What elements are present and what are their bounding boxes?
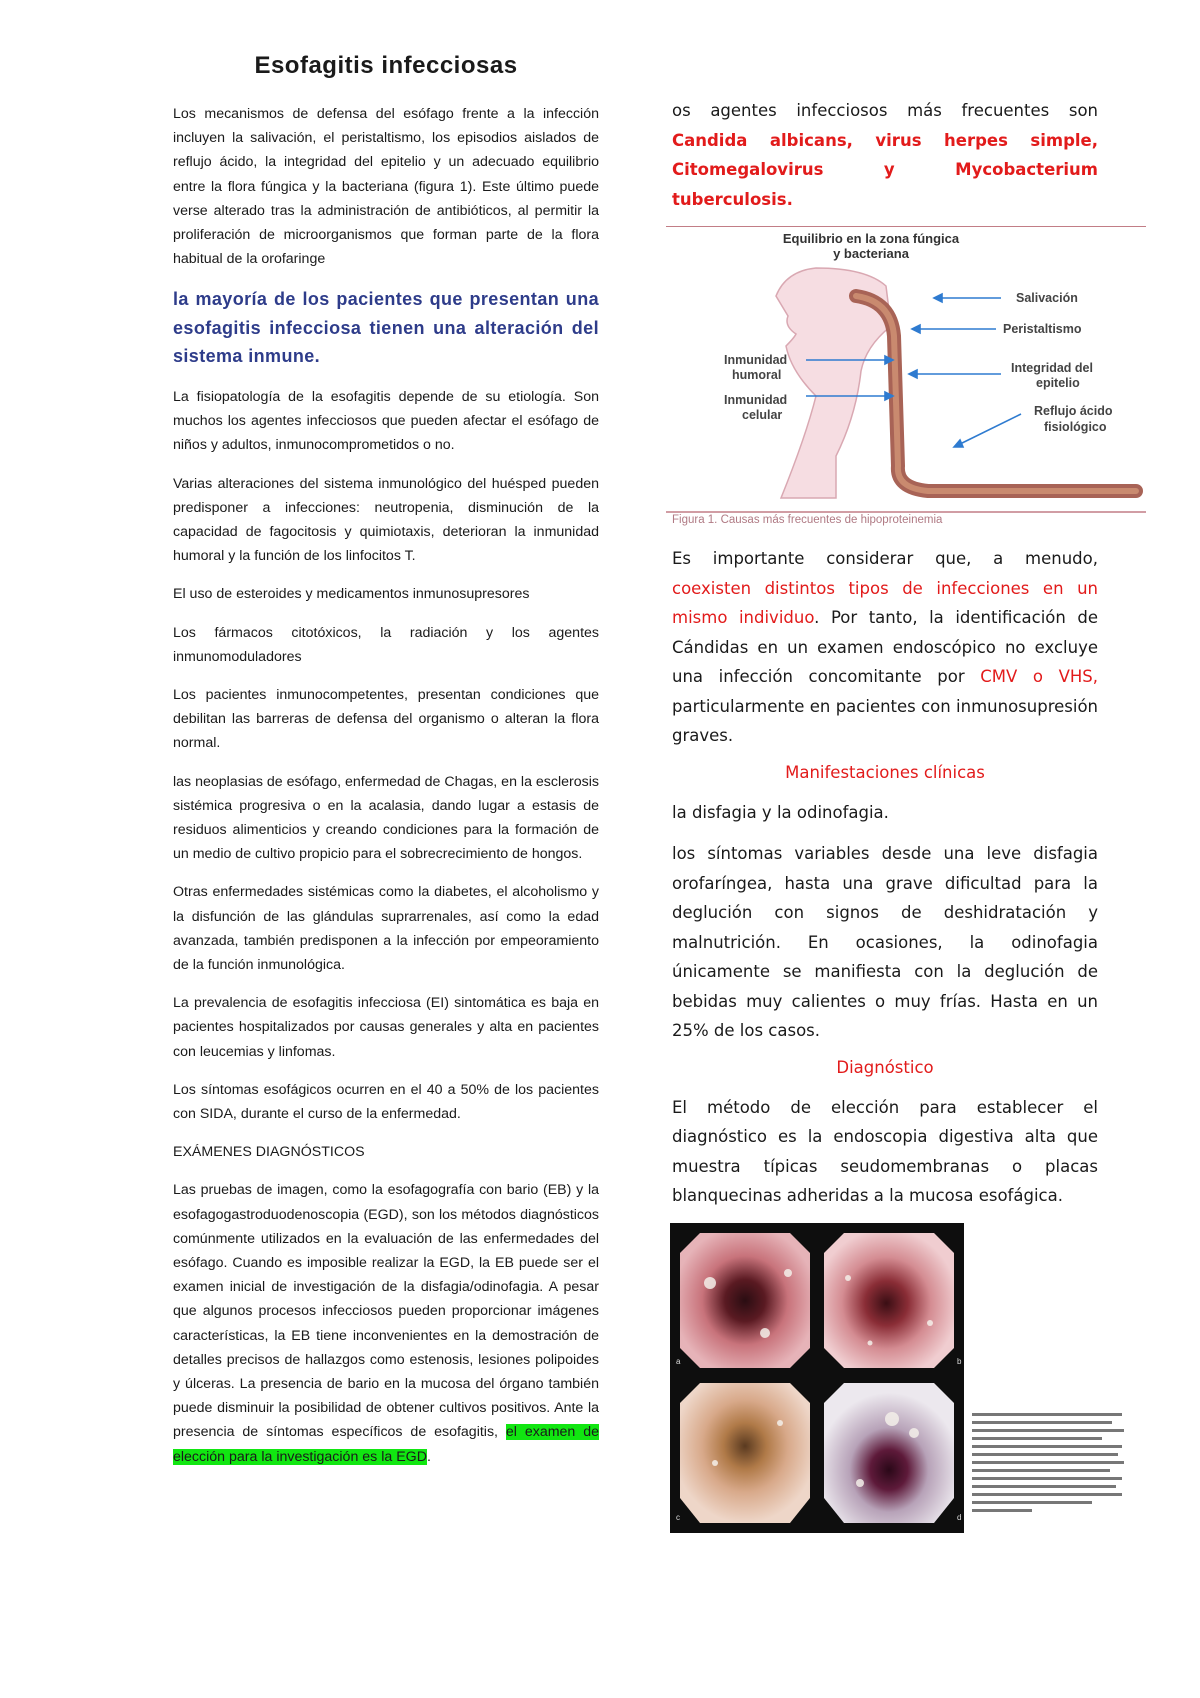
section-heading-manifestaciones: Manifestaciones clínicas: [785, 762, 985, 782]
paragraph-symptoms: los síntomas variables desde una leve disfagia orofaríngea, hasta una grave dificultad para la deglución con signos de deshidratación y malnutrición. En ocasiones, la odinofagia únicamente se manifiesta con la deglución de bebidas muy calientes o muy frías. Hasta en un 25% de los casos.: [672, 844, 1098, 1040]
figure-endoscopy-images: [670, 1223, 1134, 1533]
endoscopy-image-a: [680, 1233, 810, 1368]
panel-label-d: d: [957, 1512, 962, 1522]
agents-text: os agentes infecciosos más frecuentes son: [672, 101, 1098, 120]
label-salivacion: Salivación: [1016, 291, 1078, 305]
page-title: Esofagitis infecciosas: [254, 52, 518, 79]
paragraph-imaging: [173, 1178, 599, 1468]
paragraph-cytotoxic: Los fármacos citotóxicos, la radiación y los agentes inmunomoduladores: [173, 624, 599, 665]
paragraph-systemic-diseases: Otras enfermedades sistémicas como la diabetes, el alcoholismo y la disfunción de las glándulas suprarrenales, así como la edad avanzada, también predisponen a la infección por empeoramiento de la función inmunológica.: [173, 884, 599, 973]
label-celular-1: Inmunidad: [724, 393, 788, 407]
coexist-text-2: . Por tanto, la identificación de Cándidas en un examen endoscópico no excluye una infección concomitante por: [672, 608, 1098, 686]
diagram-title-2: y bacteriana: [833, 246, 909, 261]
left-column: [173, 52, 599, 1483]
paragraph-coexisting-infections: [672, 544, 1098, 751]
endoscopy-image-d: [824, 1383, 954, 1523]
paragraph-immunocompetent: Los pacientes inmunocompetentes, presentan condiciones que debilitan las barreras de defensa del organismo o alteran la flora normal.: [173, 686, 599, 752]
diagram-title-1: Equilibrio en la zona fúngica: [782, 231, 960, 246]
label-reflujo-1: Reflujo ácido: [1034, 404, 1113, 418]
label-humoral-2: humoral: [732, 368, 782, 382]
figure-balance-diagram: [666, 226, 1146, 526]
paragraph-prevalence: La prevalencia de esofagitis infecciosa (EI) sintomática es baja en pacientes hospitalizados por causas generales y alta en pacientes con leucemias y linfomas.: [173, 995, 599, 1060]
immune-highlight-heading: la mayoría de los pacientes que presentan una esofagitis infecciosa tienen una alteración del sistema inmune.: [173, 289, 599, 367]
endoscopy-svg: [670, 1223, 1134, 1533]
panel-label-a: a: [676, 1356, 681, 1366]
paragraph-diagnosis-method: El método de elección para establecer el diagnóstico es la endoscopia digestiva alta que muestra típicas seudomembranas o placas blanquecinas adheridas a la mucosa esofágica.: [672, 1097, 1098, 1205]
right-column: [672, 96, 1113, 1533]
highlighted-egd-text: el examen de elección para la investigación es la EGD: [173, 1424, 599, 1465]
tiny-figure-caption: [972, 1413, 1124, 1512]
label-integridad-1: Integridad del: [1011, 361, 1093, 375]
endoscopy-image-c: [680, 1383, 810, 1523]
panel-label-c: c: [676, 1512, 680, 1522]
panel-label-b: b: [957, 1356, 962, 1366]
label-peristaltismo: Peristaltismo: [1003, 322, 1082, 336]
endoscopy-image-b: [824, 1233, 954, 1368]
label-integridad-2: epitelio: [1036, 376, 1080, 390]
label-reflujo-2: fisiológico: [1044, 420, 1107, 434]
imaging-text: Las pruebas de imagen, como la esofagografía con bario (EB) y la esofagogastroduodenoscopia (EGD), son los métodos diagnósticos comúnmente utilizados en la evaluación de las enfermedades del esófago. Cuando es imposible realizar la EGD, la EB puede ser el examen inicial de investigación de la disfagia/odinofagia. A pesar que algunos procesos infecciosos pueden proporcionar imágenes características, la EB tiene inconvenientes en la demostración de detalles precisos de hallazgos como estenosis, lesiones polipoides y úlceras. La presencia de bario en la mucosa del órgano también puede disminuir la posibilidad de obtener cultivos positivos. Ante la presencia de síntomas específicos de esofagitis,: [173, 1182, 599, 1441]
paragraph-physiopathology: La fisiopatología de la esofagitis depende de su etiología. Son muchos los agentes infecciosos que pueden afectar el esófago de niños y adultos, inmunocomprometidos o no.: [173, 388, 599, 454]
figure1-caption: Figura 1. Causas más frecuentes de hipoproteinemia: [672, 514, 943, 526]
balance-diagram-svg: [666, 226, 1146, 526]
imaging-end: .: [426, 1448, 431, 1465]
coexist-text-3: particularmente en pacientes con inmunosupresión graves.: [672, 696, 1098, 745]
agents-list: Candida albicans, virus herpes simple, Citomegalovirus y Mycobacterium tuberculosis.: [672, 130, 1098, 209]
coexist-text-1: Es importante considerar que, a menudo,: [672, 549, 1098, 568]
paragraph-aids-symptoms: Los síntomas esofágicos ocurren en el 40 a 50% de los pacientes con SIDA, durante el curso de la enfermedad.: [173, 1081, 599, 1122]
paragraph-immune-alterations: Varias alteraciones del sistema inmunológico del huésped pueden predisponer a infecciones: neutropenia, disminución de la capacidad de fagocitosis y quimiotaxis, deterioran la inmunidad humoral y la función de los linfocitos T.: [173, 475, 599, 565]
label-humoral-1: Inmunidad: [724, 353, 788, 367]
coexist-red-text: coexisten distintos tipos de infecciones en un mismo individuo: [672, 578, 1098, 627]
paragraph-neoplasias: las neoplasias de esófago, enfermedad de Chagas, en la esclerosis sistémica progresiva o en la acalasia, dando lugar a estasis de residuos alimenticios y creando condiciones para la formación de un medio de cultivo propicio para el sobrecrecimiento de hongos.: [173, 773, 599, 863]
section-heading-diagnostico: Diagnóstico: [836, 1057, 934, 1077]
paragraph-agents: [672, 96, 1098, 214]
paragraph-defense: Los mecanismos de defensa del esófago frente a la infección incluyen la salivación, el peristaltismo, los episodios aislados de reflujo ácido, la integridad del epitelio y un adecuado equilibrio entre la flora fúngica y la bacteriana (figura 1). Este último puede verse alterado tras la administración de antibióticos, al permitir la proliferación de microorganismos que forman parte de la flora habitual de la orofaringe: [173, 106, 599, 268]
cmv-vhs-text: CMV o VHS,: [980, 667, 1098, 686]
paragraph-dysphagia: la disfagia y la odinofagia.: [672, 802, 889, 822]
paragraph-steroids: El uso de esteroides y medicamentos inmunosupresores: [173, 586, 530, 603]
section-heading-examenes: EXÁMENES DIAGNÓSTICOS: [173, 1144, 365, 1161]
label-celular-2: celular: [742, 408, 783, 422]
